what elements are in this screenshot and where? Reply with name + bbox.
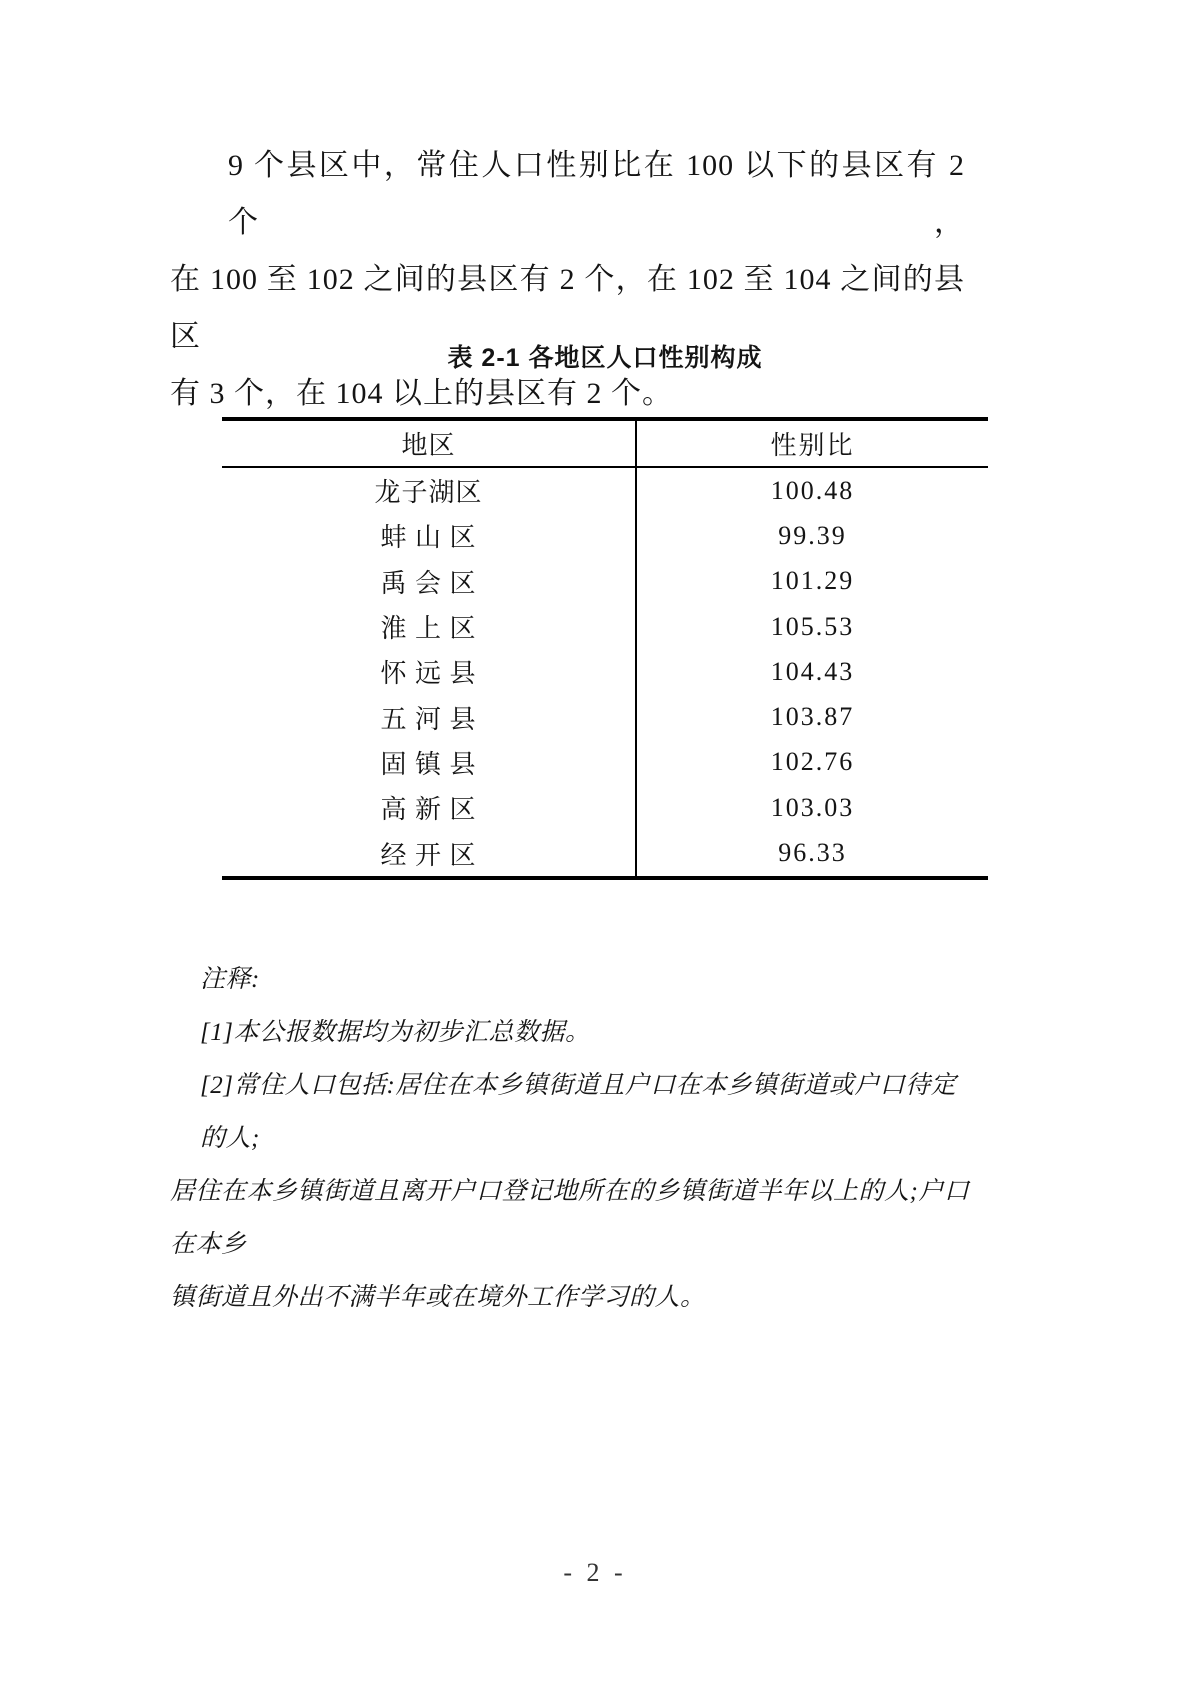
note-line-2: [2]常住人口包括:居住在本乡镇街道且户口在本乡镇街道或户口待定的人; bbox=[200, 1072, 957, 1152]
note-line-1: [1]本公报数据均为初步汇总数据。 bbox=[200, 1019, 591, 1046]
region-cell: 禹 会 区 bbox=[222, 559, 637, 604]
region-cell: 高 新 区 bbox=[222, 785, 637, 830]
ratio-cell: 104.43 bbox=[770, 656, 855, 686]
table-row bbox=[222, 694, 988, 739]
table-row bbox=[222, 468, 988, 513]
region-cell: 蚌 山 区 bbox=[222, 513, 637, 558]
ratio-cell: 96.33 bbox=[778, 838, 847, 868]
region-cell: 怀 远 县 bbox=[222, 649, 637, 694]
sex-ratio-table bbox=[222, 417, 988, 880]
table-row bbox=[222, 559, 988, 604]
table-row bbox=[222, 513, 988, 558]
ratio-cell: 99.39 bbox=[778, 520, 847, 550]
ratio-cell: 102.76 bbox=[770, 747, 855, 777]
note-line-4: 镇街道且外出不满半年或在境外工作学习的人。 bbox=[170, 1284, 706, 1311]
region-cell: 龙子湖区 bbox=[222, 468, 637, 513]
intro-line-2: 在 100 至 102 之间的县区有 2 个，在 102 至 104 之间的县区 bbox=[170, 263, 965, 353]
header-ratio: 性别比 bbox=[770, 431, 855, 460]
notes-section bbox=[170, 953, 970, 1324]
ratio-cell: 103.87 bbox=[770, 702, 855, 732]
ratio-cell: 103.03 bbox=[770, 792, 855, 822]
header-region: 地区 bbox=[222, 421, 637, 466]
notes-label: 注释: bbox=[200, 966, 260, 993]
note-line-3: 居住在本乡镇街道且离开户口登记地所在的乡镇街道半年以上的人;户口在本乡 bbox=[170, 1178, 970, 1258]
table-row bbox=[222, 740, 988, 785]
table-row bbox=[222, 649, 988, 694]
ratio-cell: 105.53 bbox=[770, 611, 855, 641]
table-header-row bbox=[222, 421, 988, 468]
intro-paragraph bbox=[170, 137, 965, 422]
region-cell: 淮 上 区 bbox=[222, 604, 637, 649]
table-row bbox=[222, 830, 988, 875]
ratio-cell: 101.29 bbox=[770, 566, 855, 596]
table-row bbox=[222, 785, 988, 830]
page-number: - 2 - bbox=[563, 1558, 627, 1587]
region-cell: 经 开 区 bbox=[222, 830, 637, 875]
intro-line-3: 有 3 个，在 104 以上的县区有 2 个。 bbox=[170, 377, 673, 410]
region-cell: 固 镇 县 bbox=[222, 740, 637, 785]
intro-line-1: 9 个县区中，常住人口性别比在 100 以下的县区有 2 个， bbox=[228, 149, 965, 239]
table-title: 表 2-1 各地区人口性别构成 bbox=[447, 344, 763, 372]
table-row bbox=[222, 604, 988, 649]
region-cell: 五 河 县 bbox=[222, 694, 637, 739]
ratio-cell: 100.48 bbox=[770, 475, 855, 505]
